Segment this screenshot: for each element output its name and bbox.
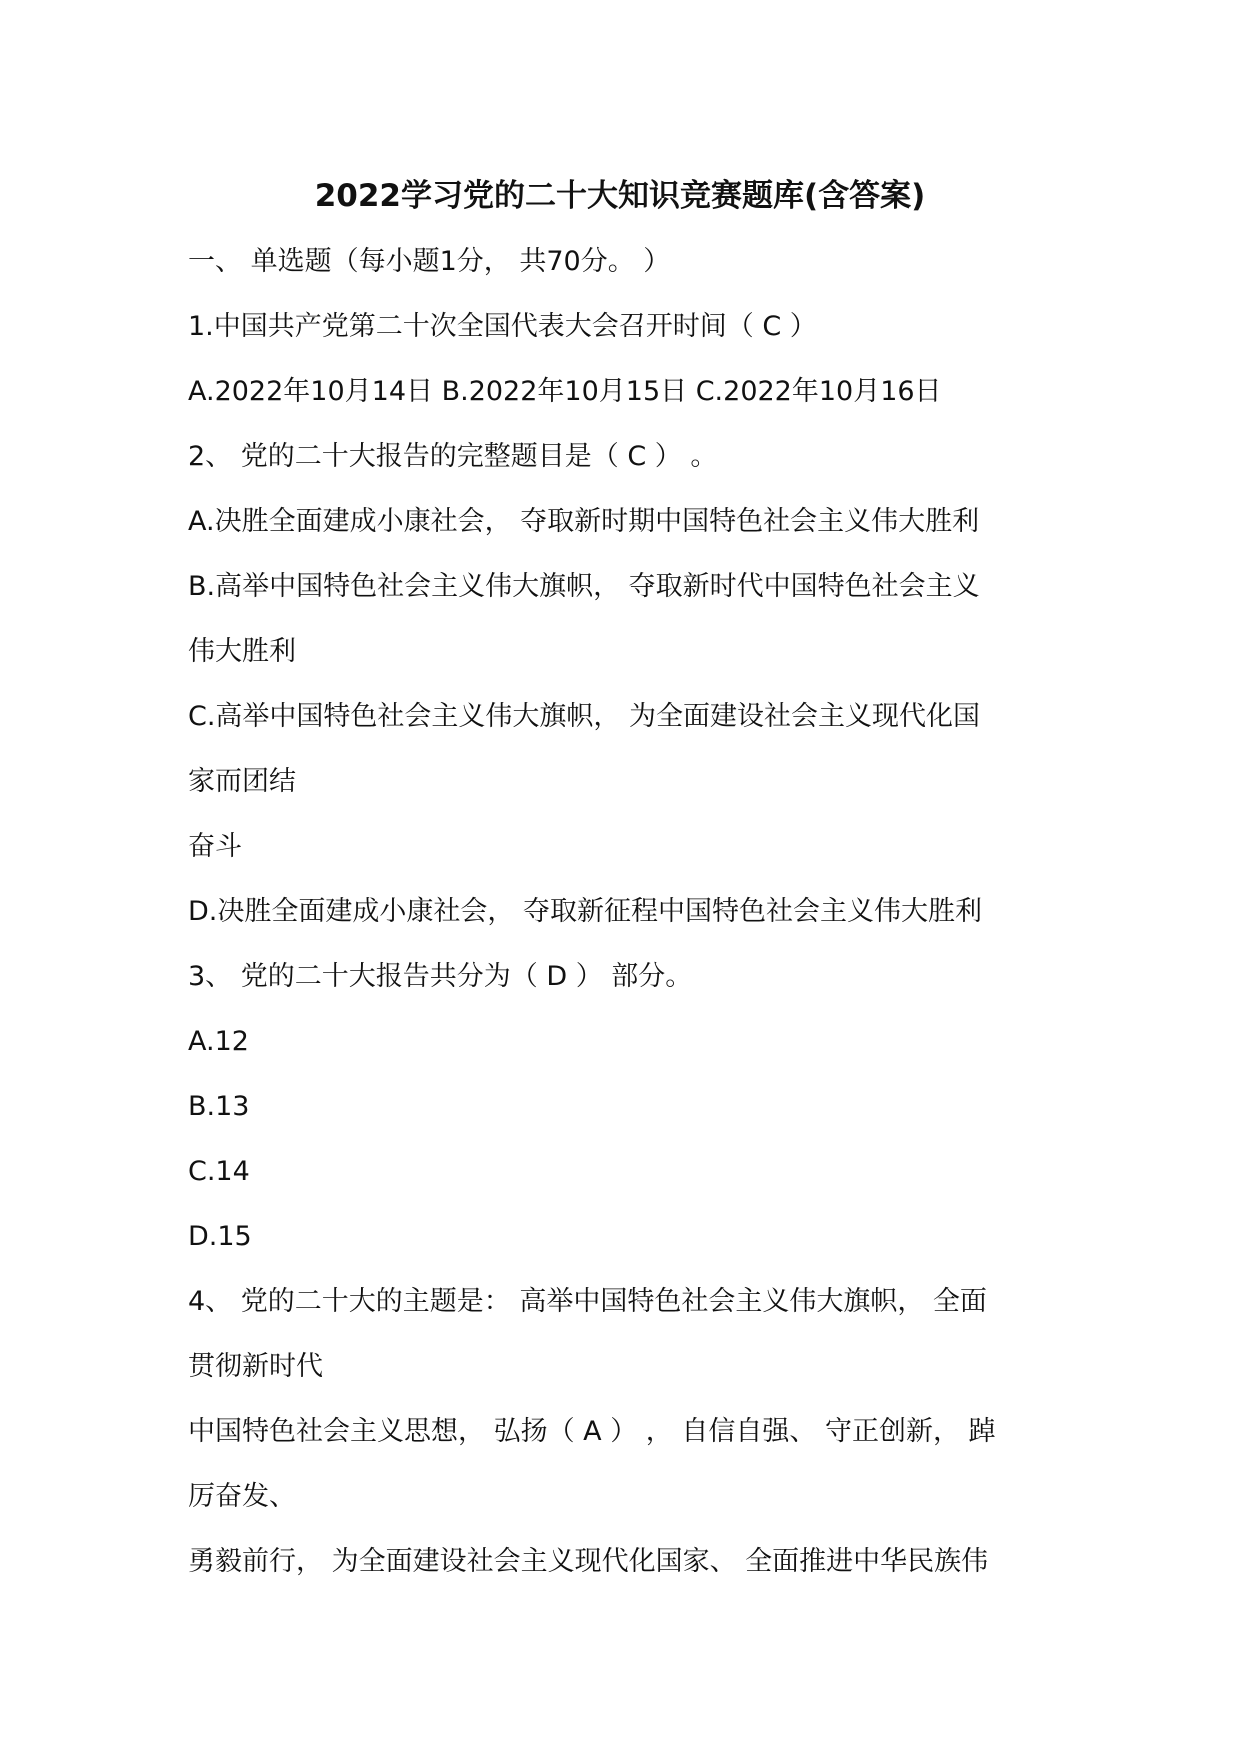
- question-1-options: A.2022年10月14日 B.2022年10月15日 C.2022年10月16日: [188, 376, 942, 407]
- question-4-cont-3: 厉奋发、: [188, 1481, 296, 1512]
- section-heading-single-choice: 一、 单选题（每小题1分， 共70分。 ）: [188, 246, 671, 277]
- question-1: 1.中国共产党第二十次全国代表大会召开时间（ C ）: [188, 311, 817, 342]
- question-2-option-b-cont: 伟大胜利: [188, 636, 296, 667]
- question-2-option-c-cont: 家而团结: [188, 766, 296, 797]
- question-3: 3、 党的二十大报告共分为（ D ） 部分。: [188, 961, 693, 992]
- question-3-option-a: A.12: [188, 1026, 249, 1057]
- question-2-option-c-cont2: 奋斗: [188, 831, 242, 862]
- question-4-cont-2: 中国特色社会主义思想， 弘扬（ A ） ， 自信自强、 守正创新， 踔: [188, 1416, 996, 1447]
- question-2-option-c: C.高举中国特色社会主义伟大旗帜， 为全面建设社会主义现代化国: [188, 701, 981, 732]
- question-3-option-b: B.13: [188, 1091, 250, 1122]
- question-4-cont-4: 勇毅前行， 为全面建设社会主义现代化国家、 全面推进中华民族伟: [188, 1546, 989, 1577]
- question-3-option-c: C.14: [188, 1156, 250, 1187]
- document-title: 2022学习党的二十大知识竞赛题库(含答案): [314, 178, 926, 214]
- question-2: 2、 党的二十大报告的完整题目是（ C ） 。: [188, 441, 718, 472]
- question-2-option-a: A.决胜全面建成小康社会， 夺取新时期中国特色社会主义伟大胜利: [188, 506, 980, 537]
- question-4: 4、 党的二十大的主题是： 高举中国特色社会主义伟大旗帜， 全面: [188, 1286, 987, 1317]
- question-3-option-d: D.15: [188, 1221, 252, 1252]
- question-2-option-b: B.高举中国特色社会主义伟大旗帜， 夺取新时代中国特色社会主义: [188, 571, 980, 602]
- question-4-cont-1: 贯彻新时代: [188, 1351, 323, 1382]
- question-2-option-d: D.决胜全面建成小康社会， 夺取新征程中国特色社会主义伟大胜利: [188, 896, 982, 927]
